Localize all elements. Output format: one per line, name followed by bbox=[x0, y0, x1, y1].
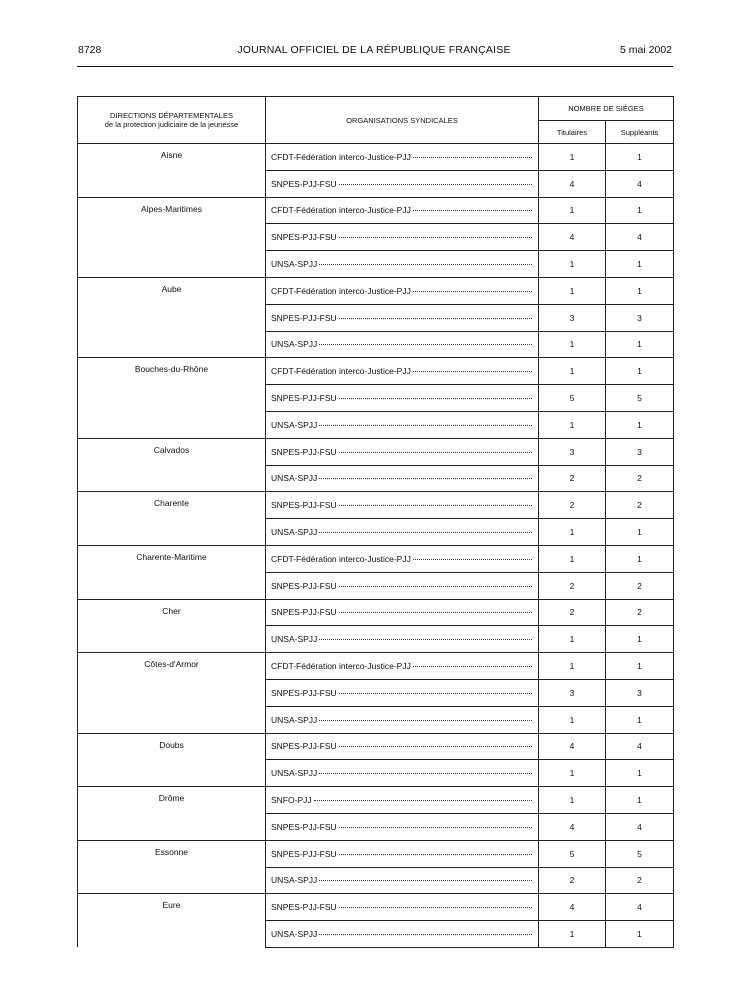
organisation-name: CFDT-Fédération interco-Justice-PJJ bbox=[271, 205, 411, 216]
table-row bbox=[78, 787, 674, 814]
organisation-cell bbox=[266, 465, 539, 492]
suppleants-count: 4 bbox=[606, 224, 674, 251]
suppleants-count: 3 bbox=[606, 679, 674, 706]
suppleants-count: 1 bbox=[606, 411, 674, 438]
table-row bbox=[78, 653, 674, 680]
organisation-name: UNSA-SPJJ bbox=[271, 768, 318, 779]
journal-title: JOURNAL OFFICIEL DE LA RÉPUBLIQUE FRANÇAISE bbox=[237, 44, 511, 56]
organisation-cell bbox=[266, 545, 539, 572]
titulaires-count: 3 bbox=[539, 438, 606, 465]
table-row bbox=[78, 599, 674, 626]
organisation-name: UNSA-SPJJ bbox=[271, 339, 318, 350]
organisation-name: UNSA-SPJJ bbox=[271, 419, 318, 430]
organisation-cell bbox=[266, 626, 539, 653]
titulaires-count: 1 bbox=[539, 331, 606, 358]
titulaires-count: 1 bbox=[539, 411, 606, 438]
dot-leader bbox=[339, 853, 532, 855]
seats-table bbox=[77, 96, 674, 948]
organisation-cell bbox=[266, 706, 539, 733]
dot-leader bbox=[319, 638, 532, 640]
suppleants-count: 5 bbox=[606, 840, 674, 867]
table-row bbox=[78, 492, 674, 519]
dot-leader bbox=[319, 772, 532, 774]
suppleants-count: 2 bbox=[606, 867, 674, 894]
department-name: Aisne bbox=[78, 144, 266, 198]
titulaires-count: 5 bbox=[539, 385, 606, 412]
suppleants-count: 1 bbox=[606, 519, 674, 546]
table-row bbox=[78, 197, 674, 224]
organisation-name: SNPES-PJJ-FSU bbox=[271, 848, 337, 859]
organisation-name: UNSA-SPJJ bbox=[271, 527, 318, 538]
suppleants-count: 3 bbox=[606, 304, 674, 331]
column-header-directions bbox=[78, 97, 266, 144]
table-row bbox=[78, 358, 674, 385]
table-body bbox=[78, 144, 674, 948]
table-row bbox=[78, 733, 674, 760]
column-header-directions-line1: DIRECTIONS DÉPARTEMENTALES bbox=[110, 111, 233, 120]
suppleants-count: 1 bbox=[606, 277, 674, 304]
publication-date: 5 mai 2002 bbox=[620, 44, 672, 56]
organisation-cell bbox=[266, 679, 539, 706]
organisation-name: SNPES-PJJ-FSU bbox=[271, 687, 337, 698]
dot-leader bbox=[413, 665, 532, 667]
suppleants-count: 1 bbox=[606, 197, 674, 224]
suppleants-count: 1 bbox=[606, 545, 674, 572]
department-name: Charente bbox=[78, 492, 266, 546]
dot-leader bbox=[339, 745, 532, 747]
organisation-cell bbox=[266, 921, 539, 948]
table-row bbox=[78, 438, 674, 465]
organisation-cell bbox=[266, 653, 539, 680]
titulaires-count: 1 bbox=[539, 251, 606, 278]
organisation-name: SNFO-PJJ bbox=[271, 795, 312, 806]
department-name: Eure bbox=[78, 894, 266, 948]
header-rule bbox=[77, 66, 673, 67]
department-name: Aube bbox=[78, 277, 266, 357]
suppleants-count: 1 bbox=[606, 760, 674, 787]
column-header-organisations: ORGANISATIONS SYNDICALES bbox=[266, 97, 539, 144]
suppleants-count: 4 bbox=[606, 894, 674, 921]
organisation-cell bbox=[266, 251, 539, 278]
organisation-name: SNPES-PJJ-FSU bbox=[271, 741, 337, 752]
dot-leader bbox=[319, 531, 532, 533]
table-row bbox=[78, 144, 674, 171]
titulaires-count: 1 bbox=[539, 626, 606, 653]
dot-leader bbox=[339, 504, 532, 506]
titulaires-count: 3 bbox=[539, 679, 606, 706]
dot-leader bbox=[319, 719, 532, 721]
department-name: Essonne bbox=[78, 840, 266, 894]
organisation-name: SNPES-PJJ-FSU bbox=[271, 312, 337, 323]
dot-leader bbox=[339, 692, 532, 694]
dot-leader bbox=[413, 156, 532, 158]
suppleants-count: 2 bbox=[606, 492, 674, 519]
organisation-cell bbox=[266, 867, 539, 894]
titulaires-count: 1 bbox=[539, 277, 606, 304]
column-header-nombre-sieges: NOMBRE DE SIÈGES bbox=[539, 97, 674, 121]
titulaires-count: 1 bbox=[539, 358, 606, 385]
dot-leader bbox=[339, 397, 532, 399]
suppleants-count: 1 bbox=[606, 251, 674, 278]
organisation-cell bbox=[266, 438, 539, 465]
dot-leader bbox=[339, 611, 532, 613]
column-header-titulaires: Titulaires bbox=[539, 121, 606, 144]
organisation-name: CFDT-Fédération interco-Justice-PJJ bbox=[271, 366, 411, 377]
column-header-suppleants: Suppléants bbox=[606, 121, 674, 144]
organisation-cell bbox=[266, 144, 539, 171]
organisation-name: SNPES-PJJ-FSU bbox=[271, 500, 337, 511]
organisation-cell bbox=[266, 197, 539, 224]
department-name: Charente-Maritime bbox=[78, 545, 266, 599]
titulaires-count: 3 bbox=[539, 304, 606, 331]
suppleants-count: 3 bbox=[606, 438, 674, 465]
dot-leader bbox=[413, 290, 532, 292]
department-name: Cher bbox=[78, 599, 266, 653]
titulaires-count: 1 bbox=[539, 197, 606, 224]
suppleants-count: 2 bbox=[606, 599, 674, 626]
suppleants-count: 2 bbox=[606, 572, 674, 599]
dot-leader bbox=[319, 879, 532, 881]
suppleants-count: 4 bbox=[606, 170, 674, 197]
dot-leader bbox=[319, 424, 532, 426]
organisation-name: UNSA-SPJJ bbox=[271, 634, 318, 645]
organisation-name: SNPES-PJJ-FSU bbox=[271, 821, 337, 832]
organisation-name: SNPES-PJJ-FSU bbox=[271, 580, 337, 591]
titulaires-count: 1 bbox=[539, 519, 606, 546]
suppleants-count: 1 bbox=[606, 144, 674, 171]
organisation-name: UNSA-SPJJ bbox=[271, 714, 318, 725]
table-row bbox=[78, 545, 674, 572]
department-name: Calvados bbox=[78, 438, 266, 492]
suppleants-count: 1 bbox=[606, 921, 674, 948]
titulaires-count: 2 bbox=[539, 465, 606, 492]
titulaires-count: 1 bbox=[539, 706, 606, 733]
organisation-name: CFDT-Fédération interco-Justice-PJJ bbox=[271, 661, 411, 672]
organisation-cell bbox=[266, 492, 539, 519]
dot-leader bbox=[339, 236, 532, 238]
column-header-directions-line2: de la protection judiciaire de la jeunesse bbox=[104, 120, 239, 129]
department-name: Côtes-d'Armor bbox=[78, 653, 266, 733]
organisation-name: UNSA-SPJJ bbox=[271, 929, 318, 939]
department-name: Bouches-du-Rhône bbox=[78, 358, 266, 438]
suppleants-count: 1 bbox=[606, 626, 674, 653]
dot-leader bbox=[413, 209, 532, 211]
organisation-name: SNPES-PJJ-FSU bbox=[271, 902, 337, 913]
organisation-cell bbox=[266, 787, 539, 814]
titulaires-count: 4 bbox=[539, 733, 606, 760]
suppleants-count: 1 bbox=[606, 331, 674, 358]
titulaires-count: 4 bbox=[539, 170, 606, 197]
titulaires-count: 4 bbox=[539, 894, 606, 921]
organisation-cell bbox=[266, 411, 539, 438]
organisation-cell bbox=[266, 813, 539, 840]
organisation-name: UNSA-SPJJ bbox=[271, 259, 318, 270]
department-name: Alpes-Maritimes bbox=[78, 197, 266, 277]
organisation-cell bbox=[266, 760, 539, 787]
table-row bbox=[78, 277, 674, 304]
titulaires-count: 2 bbox=[539, 572, 606, 599]
organisation-name: UNSA-SPJJ bbox=[271, 473, 318, 484]
dot-leader bbox=[339, 826, 532, 828]
table-row bbox=[78, 840, 674, 867]
suppleants-count: 1 bbox=[606, 706, 674, 733]
organisation-name: SNPES-PJJ-FSU bbox=[271, 393, 337, 404]
titulaires-count: 2 bbox=[539, 492, 606, 519]
organisation-name: CFDT-Fédération interco-Justice-PJJ bbox=[271, 285, 411, 296]
suppleants-count: 2 bbox=[606, 465, 674, 492]
organisation-cell bbox=[266, 277, 539, 304]
dot-leader bbox=[413, 370, 532, 372]
suppleants-count: 1 bbox=[606, 787, 674, 814]
dot-leader bbox=[339, 585, 532, 587]
titulaires-count: 1 bbox=[539, 144, 606, 171]
suppleants-count: 4 bbox=[606, 813, 674, 840]
titulaires-count: 5 bbox=[539, 840, 606, 867]
department-name: Drôme bbox=[78, 787, 266, 841]
organisation-cell bbox=[266, 572, 539, 599]
organisation-cell bbox=[266, 599, 539, 626]
organisation-cell bbox=[266, 733, 539, 760]
suppleants-count: 5 bbox=[606, 385, 674, 412]
dot-leader bbox=[413, 558, 532, 560]
suppleants-count: 4 bbox=[606, 733, 674, 760]
dot-leader bbox=[319, 477, 532, 479]
organisation-cell bbox=[266, 170, 539, 197]
dot-leader bbox=[314, 799, 532, 801]
dot-leader bbox=[319, 933, 532, 935]
organisation-name: SNPES-PJJ-FSU bbox=[271, 178, 337, 189]
dot-leader bbox=[319, 343, 532, 345]
titulaires-count: 1 bbox=[539, 653, 606, 680]
organisation-cell bbox=[266, 894, 539, 921]
dot-leader bbox=[339, 906, 532, 908]
table-row bbox=[78, 894, 674, 921]
dot-leader bbox=[339, 183, 532, 185]
organisation-name: UNSA-SPJJ bbox=[271, 875, 318, 886]
suppleants-count: 1 bbox=[606, 358, 674, 385]
organisation-cell bbox=[266, 519, 539, 546]
titulaires-count: 2 bbox=[539, 599, 606, 626]
titulaires-count: 1 bbox=[539, 921, 606, 948]
organisation-name: CFDT-Fédération interco-Justice-PJJ bbox=[271, 553, 411, 564]
organisation-name: SNPES-PJJ-FSU bbox=[271, 446, 337, 457]
organisation-cell bbox=[266, 331, 539, 358]
organisation-cell bbox=[266, 304, 539, 331]
organisation-cell bbox=[266, 385, 539, 412]
dot-leader bbox=[319, 263, 532, 265]
organisation-name: CFDT-Fédération interco-Justice-PJJ bbox=[271, 151, 411, 162]
organisation-cell bbox=[266, 224, 539, 251]
titulaires-count: 1 bbox=[539, 787, 606, 814]
titulaires-count: 4 bbox=[539, 813, 606, 840]
department-name: Doubs bbox=[78, 733, 266, 787]
suppleants-count: 1 bbox=[606, 653, 674, 680]
titulaires-count: 2 bbox=[539, 867, 606, 894]
page-number: 8728 bbox=[78, 44, 102, 56]
organisation-name: SNPES-PJJ-FSU bbox=[271, 232, 337, 243]
titulaires-count: 1 bbox=[539, 545, 606, 572]
organisation-cell bbox=[266, 840, 539, 867]
titulaires-count: 1 bbox=[539, 760, 606, 787]
dot-leader bbox=[339, 317, 532, 319]
titulaires-count: 4 bbox=[539, 224, 606, 251]
organisation-cell bbox=[266, 358, 539, 385]
dot-leader bbox=[339, 451, 532, 453]
organisation-name: SNPES-PJJ-FSU bbox=[271, 607, 337, 618]
